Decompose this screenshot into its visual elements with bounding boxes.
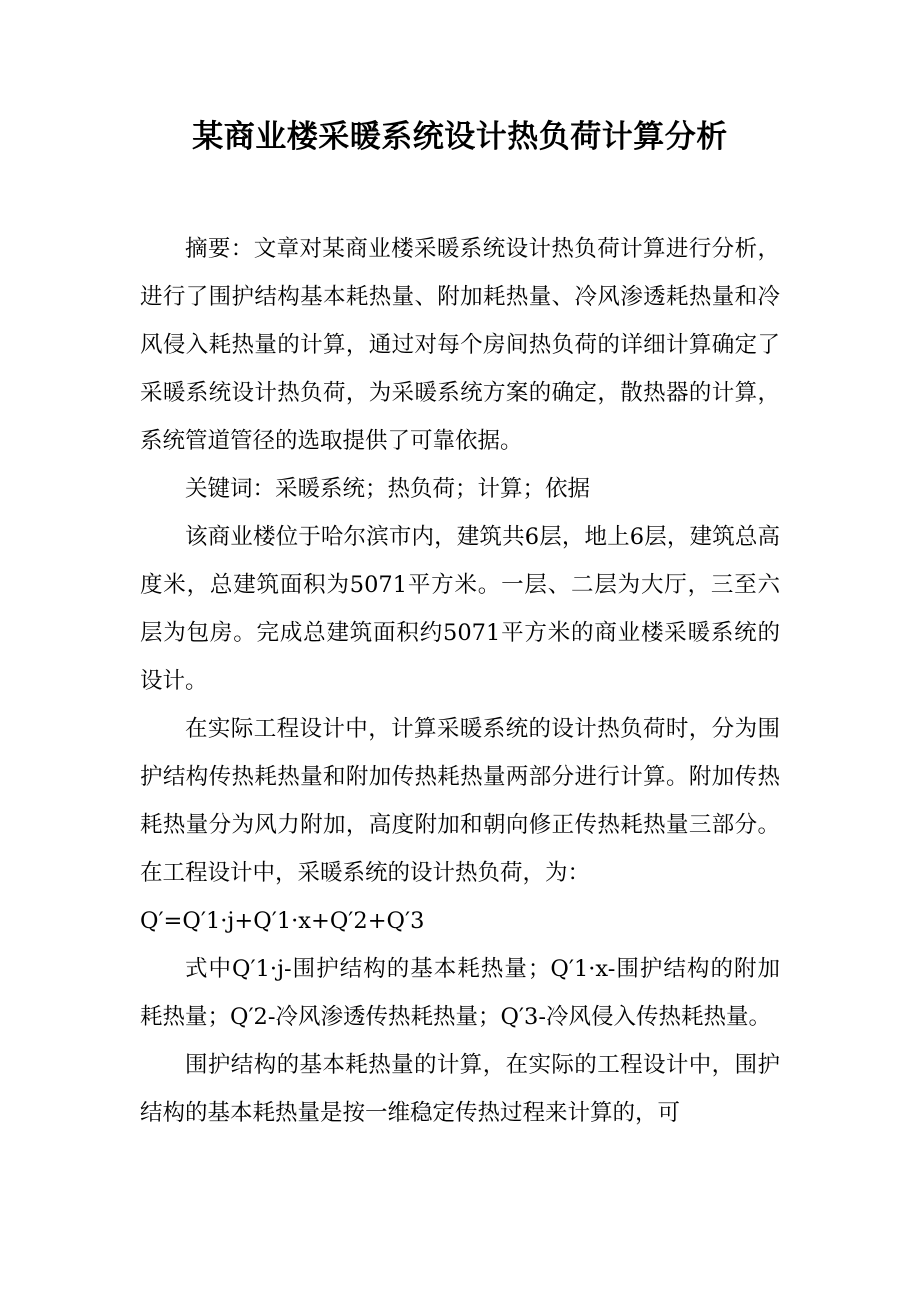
keywords-paragraph: 关键词：采暖系统；热负荷；计算；依据 — [185, 476, 591, 502]
document-body — [140, 225, 780, 1137]
envelope-heat-loss-paragraph: 围护结构的基本耗热量的计算，在实际的工程设计中，围护结构的基本耗热量是按一维稳定传热过程来计算的，可 — [140, 1052, 780, 1126]
heat-load-method-paragraph: 在实际工程设计中，计算采暖系统的设计热负荷时，分为围护结构传热耗热量和附加传热耗热量两部分进行计算。附加传热耗热量分为风力附加，高度附加和朝向修正传热耗热量三部分。在工程设计中，采暖系统的设计热负荷，为： — [140, 716, 780, 886]
building-description-paragraph: 该商业楼位于哈尔滨市内，建筑共6层，地上6层，建筑总高度米，总建筑面积为5071平方米。一层、二层为大厅，三至六层为包房。完成总建筑面积约5071平方米的商业楼采暖系统的设计。 — [140, 524, 780, 694]
formula-explanation-paragraph: 式中Q′1·j-围护结构的基本耗热量；Q′1·x-围护结构的附加耗热量；Q′2-冷风渗透传热耗热量；Q′3-冷风侵入传热耗热量。 — [140, 956, 780, 1030]
document-title: 某商业楼采暖系统设计热负荷计算分析 — [192, 119, 728, 155]
abstract-paragraph: 摘要：文章对某商业楼采暖系统设计热负荷计算进行分析，进行了围护结构基本耗热量、附加耗热量、冷风渗透耗热量和冷风侵入耗热量的计算，通过对每个房间热负荷的详细计算确定了采暖系统设计热负荷，为采暖系统方案的确定，散热器的计算，系统管道管径的选取提供了可靠依据。 — [140, 236, 780, 454]
heat-load-formula: Q′=Q′1·j+Q′1·x+Q′2+Q′3 — [140, 908, 425, 934]
